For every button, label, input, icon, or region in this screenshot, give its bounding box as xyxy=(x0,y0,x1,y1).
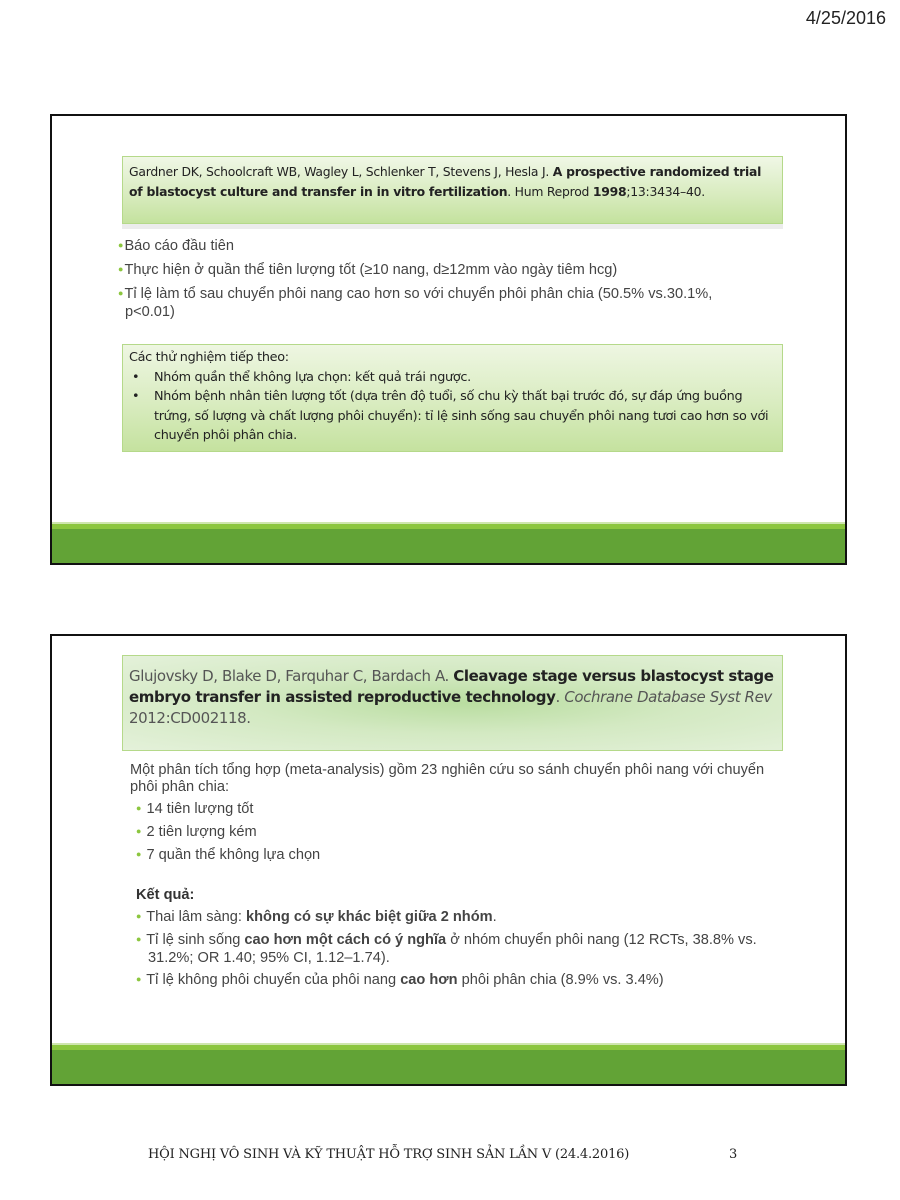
result-text: ở nhóm chuyển phôi nang (12 RCTs, 38.8% vs. 31.2%; OR 1.40; 95% CI, 1.12–1.74). xyxy=(148,932,757,966)
bullet-dot-icon: ● xyxy=(118,240,124,250)
list-item-text: Báo cáo đầu tiên xyxy=(124,238,234,254)
list-item-text: Tỉ lệ làm tổ sau chuyển phôi nang cao hơn so với chuyển phôi phân chia (50.5% vs.30.1%, p<0.01) xyxy=(124,286,713,320)
list-item xyxy=(130,824,790,842)
list-item-text: Nhóm bệnh nhân tiên lượng tốt (dựa trên độ tuổi, số chu kỳ thất bại trước đó, sự đáp ứng buồng trứng, số lượng và chất lượng phôi chuyển): tỉ lệ sinh sống sau chuyển phôi nang tươi cao hơn so với chuyển phôi phân chia. xyxy=(154,389,769,443)
list-item xyxy=(129,387,776,446)
slide-body xyxy=(130,762,790,990)
bullet-dot-icon: ● xyxy=(136,849,142,859)
citation-box xyxy=(122,156,783,224)
citation-sep: . xyxy=(555,688,565,706)
followup-box xyxy=(122,344,783,452)
list-item xyxy=(130,801,790,819)
bullet-icon: • xyxy=(132,369,140,385)
result-emphasis: cao hơn một cách có ý nghĩa xyxy=(244,932,447,948)
result-text: phôi phân chia (8.9% vs. 3.4%) xyxy=(457,972,664,988)
slide-2 xyxy=(50,634,847,1086)
intro-text: Một phân tích tổng hợp (meta-analysis) gồm 23 nghiên cứu so sánh chuyển phôi nang với chuyển phôi phân chia: xyxy=(130,762,765,795)
result-text: Tỉ lệ sinh sống xyxy=(146,932,245,948)
citation-ref: 2012:CD002118. xyxy=(129,709,251,727)
print-date: 4/25/2016 xyxy=(805,8,886,28)
bullet-dot-icon: ● xyxy=(118,264,124,274)
result-item xyxy=(130,972,790,990)
bullet-dot-icon: ● xyxy=(136,974,142,984)
list-item-text: Thực hiện ở quần thể tiên lượng tốt (≥10 nang, d≥12mm vào ngày tiêm hcg) xyxy=(124,262,618,278)
bullet-dot-icon: ● xyxy=(136,911,142,921)
bullet-dot-icon: ● xyxy=(136,934,142,944)
bullet-list xyxy=(118,238,758,327)
citation-year: 1998 xyxy=(592,184,627,199)
result-item xyxy=(130,932,790,967)
result-text: . xyxy=(492,909,497,925)
list-item-text: 2 tiên lượng kém xyxy=(146,824,257,840)
result-text: Thai lâm sàng: xyxy=(146,909,247,925)
results-heading: Kết quả: xyxy=(136,887,195,903)
result-text: Tỉ lệ không phôi chuyển của phôi nang xyxy=(146,972,401,988)
citation-ref: ;13:3434–40. xyxy=(626,184,705,199)
result-item xyxy=(130,909,790,927)
page-footer: HỘI NGHỊ VÔ SINH VÀ KỸ THUẬT HỖ TRỢ SINH SẢN LẦN V (24.4.2016) xyxy=(148,1147,630,1162)
list-item xyxy=(118,286,758,321)
bullet-dot-icon: ● xyxy=(136,826,142,836)
list-item xyxy=(130,847,790,865)
page-number: 3 xyxy=(729,1147,738,1162)
list-item-text: 14 tiên lượng tốt xyxy=(146,801,254,817)
citation-journal: Cochrane Database Syst Rev xyxy=(564,688,772,706)
list-item-text: 7 quần thể không lựa chọn xyxy=(146,847,321,863)
list-item-text: Nhóm quần thể không lựa chọn: kết quả trái ngược. xyxy=(154,369,471,385)
footer-band xyxy=(52,1050,845,1084)
citation-box xyxy=(122,655,783,751)
list-item xyxy=(118,262,758,280)
footer-band xyxy=(52,529,845,563)
bullet-icon: • xyxy=(132,389,140,404)
followup-heading: Các thử nghiệm tiếp theo: xyxy=(129,350,289,365)
citation-title: Cleavage stage versus blastocyst stage embryo transfer in assisted reproductive technology xyxy=(129,667,774,706)
citation-shadow xyxy=(122,224,783,229)
citation-authors: Gardner DK, Schoolcraft WB, Wagley L, Schlenker T, Stevens J, Hesla J. xyxy=(129,164,553,179)
citation-title: A prospective randomized trial of blastocyst culture and transfer in in vitro fertilization xyxy=(129,164,762,199)
result-emphasis: không có sự khác biệt giữa 2 nhóm xyxy=(246,909,493,925)
list-item xyxy=(118,238,758,256)
slide-1 xyxy=(50,114,847,565)
list-item xyxy=(129,368,776,388)
citation-authors: Glujovsky D, Blake D, Farquhar C, Bardach A. xyxy=(129,667,454,685)
bullet-dot-icon: ● xyxy=(118,288,124,298)
citation-journal: . Hum Reprod xyxy=(507,184,593,199)
bullet-dot-icon: ● xyxy=(136,803,142,813)
result-emphasis: cao hơn xyxy=(400,972,458,988)
